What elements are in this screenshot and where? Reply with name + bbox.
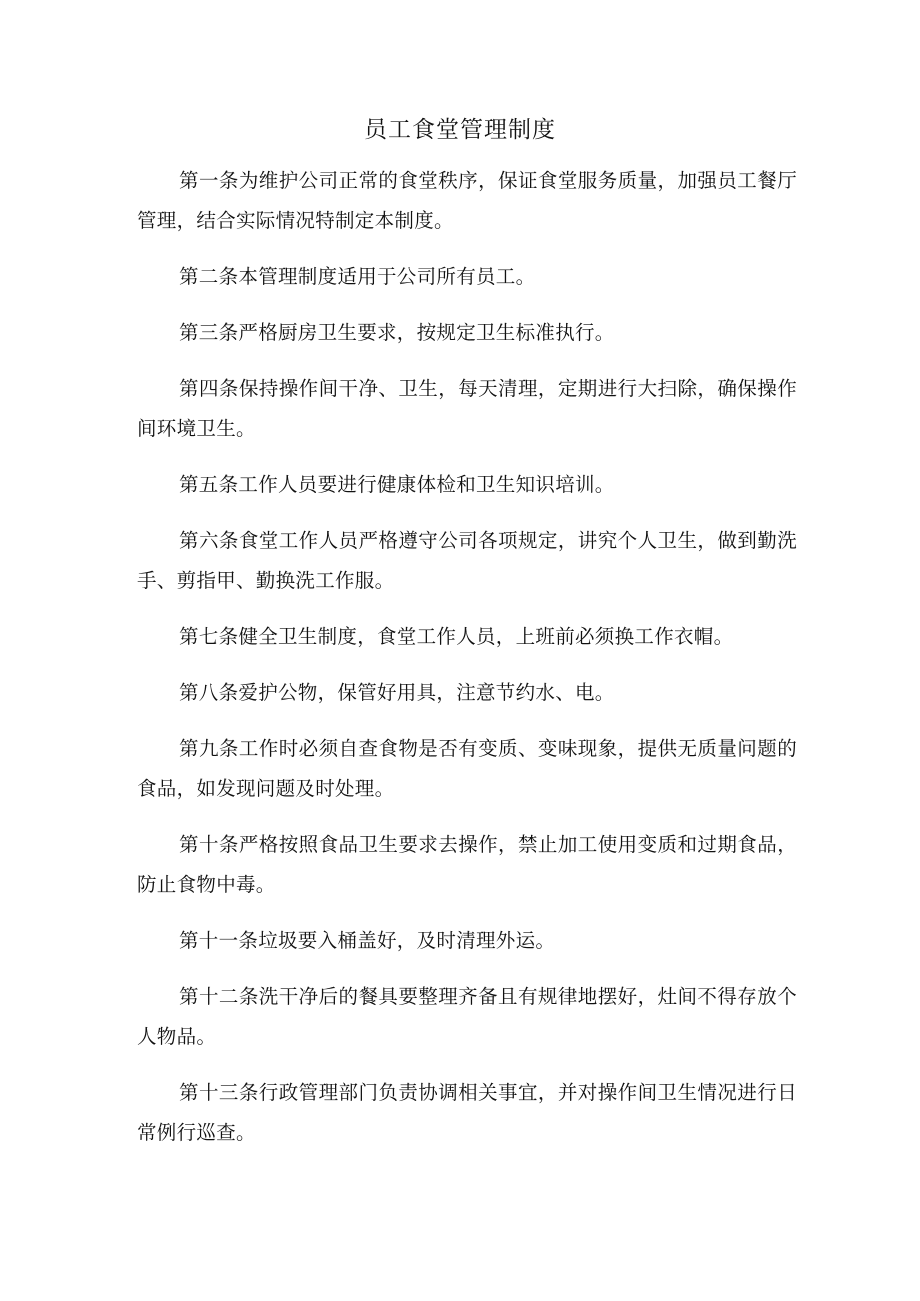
article-5: 第五条工作人员要进行健康体检和卫生知识培训。 bbox=[179, 473, 615, 496]
article-2: 第二条本管理制度适用于公司所有员工。 bbox=[179, 265, 536, 288]
article-list bbox=[137, 161, 797, 1169]
article-10: 第十条严格按照食品卫生要求去操作，禁止加工使用变质和过期食品，防止食物中毒。 bbox=[137, 833, 797, 896]
article-9: 第九条工作时必须自查食物是否有变质、变味现象，提供无质量问题的食品，如发现问题及时处理。 bbox=[137, 737, 797, 800]
article-3: 第三条严格厨房卫生要求，按规定卫生标准执行。 bbox=[179, 321, 615, 344]
article-12: 第十二条洗干净后的餐具要整理齐备且有规律地摆好，灶间不得存放个人物品。 bbox=[137, 985, 797, 1048]
article-4: 第四条保持操作间干净、卫生，每天清理，定期进行大扫除，确保操作间环境卫生。 bbox=[137, 377, 797, 440]
article-8: 第八条爱护公物，保管好用具，注意节约水、电。 bbox=[179, 681, 615, 704]
article-7: 第七条健全卫生制度，食堂工作人员，上班前必须换工作衣帽。 bbox=[179, 625, 734, 648]
article-6: 第六条食堂工作人员严格遵守公司各项规定，讲究个人卫生，做到勤洗手、剪指甲、勤换洗工作服。 bbox=[137, 529, 797, 592]
article-11: 第十一条垃圾要入桶盖好，及时清理外运。 bbox=[179, 929, 556, 952]
document-title: 员工食堂管理制度 bbox=[364, 117, 556, 143]
article-13: 第十三条行政管理部门负责协调相关事宜，并对操作间卫生情况进行日常例行巡查。 bbox=[137, 1081, 797, 1144]
article-1: 第一条为维护公司正常的食堂秩序，保证食堂服务质量，加强员工餐厅管理，结合实际情况特制定本制度。 bbox=[137, 169, 797, 232]
